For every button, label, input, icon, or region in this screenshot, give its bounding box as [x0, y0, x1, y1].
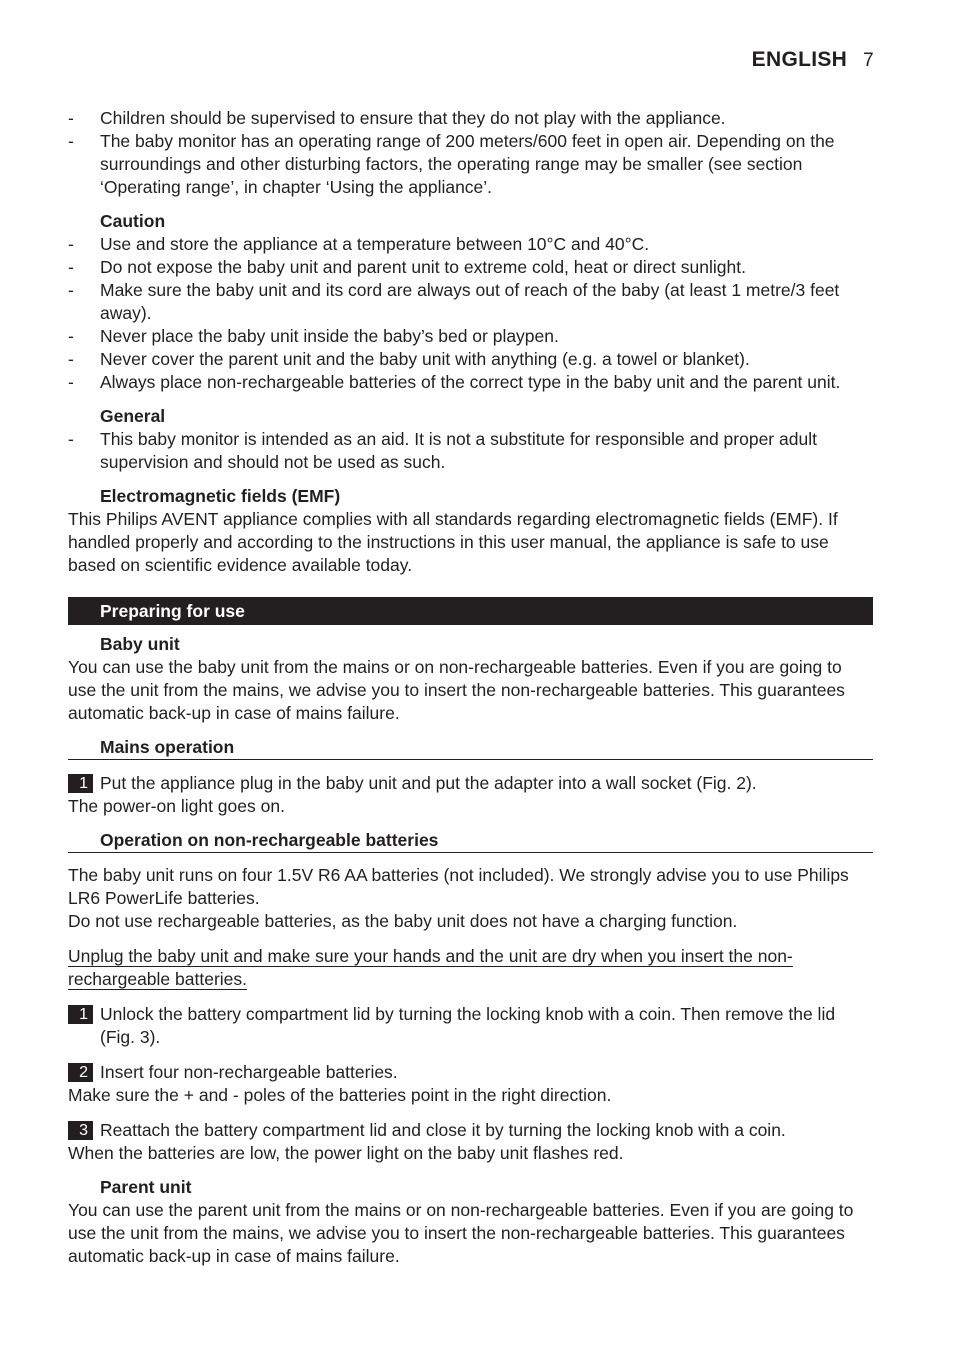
step-text: Unlock the battery compartment lid by turning the locking knob with a coin. Then remove the lid (Fig. 3). — [100, 1004, 836, 1047]
list-item: - Children should be supervised to ensure that they do not play with the appliance. — [68, 107, 873, 130]
list-item: - Do not expose the baby unit and parent unit to extreme cold, heat or direct sunlight. — [68, 256, 873, 279]
step — [68, 772, 873, 795]
parent-unit-paragraph: You can use the parent unit from the mains or on non-rechargeable batteries. Even if you are going to use the unit from the mains, we advise you to insert the non-rechargeable batteries. This guarantees automatic back-up in case of mains failure. — [68, 1200, 854, 1266]
list-item: - Never place the baby unit inside the baby’s bed or playpen. — [68, 325, 873, 348]
step-text: Put the appliance plug in the baby unit and put the adapter into a wall socket (Fig. 2). — [100, 773, 757, 793]
batteries-heading: Operation on non-rechargeable batteries — [68, 829, 873, 853]
step-text: Reattach the battery compartment lid and close it by turning the locking knob with a coin. — [100, 1120, 786, 1140]
step-number-badge: 1 — [68, 1005, 93, 1024]
emf-paragraph: This Philips AVENT appliance complies with all standards regarding electromagnetic fields (EMF). If handled properly and according to the instructions in this user manual, the appliance is safe to use based on scientific evidence available today. — [68, 509, 838, 575]
step-text: Insert four non-rechargeable batteries. — [100, 1062, 398, 1082]
step — [68, 1119, 873, 1142]
list-item: - This baby monitor is intended as an aid. It is not a substitute for responsible and proper adult supervision and should not be used as such. — [68, 428, 873, 474]
step-note: When the batteries are low, the power light on the baby unit flashes red. — [68, 1143, 624, 1163]
step-note: The power-on light goes on. — [68, 796, 285, 816]
page-header — [752, 48, 874, 72]
general-list — [68, 428, 873, 474]
step-note: Make sure the + and - poles of the batteries point in the right direction. — [68, 1085, 612, 1105]
mains-heading: Mains operation — [68, 736, 873, 760]
step — [68, 1061, 873, 1084]
section-title: Preparing for use — [68, 597, 873, 625]
intro-list — [68, 107, 873, 199]
emf-heading: Electromagnetic fields (EMF) — [100, 486, 341, 506]
caution-list — [68, 233, 873, 394]
list-item: - Always place non-rechargeable batteries of the correct type in the baby unit and the parent unit. — [68, 371, 873, 394]
baby-unit-paragraph: You can use the baby unit from the mains or on non-rechargeable batteries. Even if you are going to use the unit from the mains, we advise you to insert the non-rechargeable batteries. This guarantees automatic back-up in case of mains failure. — [68, 657, 845, 723]
language-label: ENGLISH — [751, 48, 848, 71]
general-heading: General — [100, 406, 166, 426]
list-item: - Make sure the baby unit and its cord are always out of reach of the baby (at least 1 metre/3 feet away). — [68, 279, 873, 325]
page-content — [68, 107, 873, 1268]
parent-unit-heading: Parent unit — [100, 1177, 192, 1197]
caution-heading: Caution — [100, 211, 166, 231]
step-number-badge: 2 — [68, 1063, 93, 1082]
page-number: 7 — [863, 50, 874, 71]
baby-unit-heading: Baby unit — [100, 634, 180, 654]
step-number-badge: 3 — [68, 1121, 93, 1140]
list-item: - Use and store the appliance at a temperature between 10°C and 40°C. — [68, 233, 873, 256]
warning-text: Unplug the baby unit and make sure your hands and the unit are dry when you insert the non-rechargeable batteries. — [68, 946, 793, 989]
step-number-badge: 1 — [68, 774, 93, 793]
list-item: - Never cover the parent unit and the baby unit with anything (e.g. a towel or blanket). — [68, 348, 873, 371]
list-item: - The baby monitor has an operating range of 200 meters/600 feet in open air. Depending on the surroundings and other disturbing factors, the operating range may be smaller (see section ‘Operating range’, in chapter ‘Using the appliance’. — [68, 130, 873, 199]
batteries-paragraph-2: Do not use rechargeable batteries, as the baby unit does not have a charging function. — [68, 911, 738, 931]
batteries-paragraph: The baby unit runs on four 1.5V R6 AA batteries (not included). We strongly advise you to use Philips LR6 PowerLife batteries. — [68, 865, 849, 908]
step — [68, 1003, 873, 1049]
